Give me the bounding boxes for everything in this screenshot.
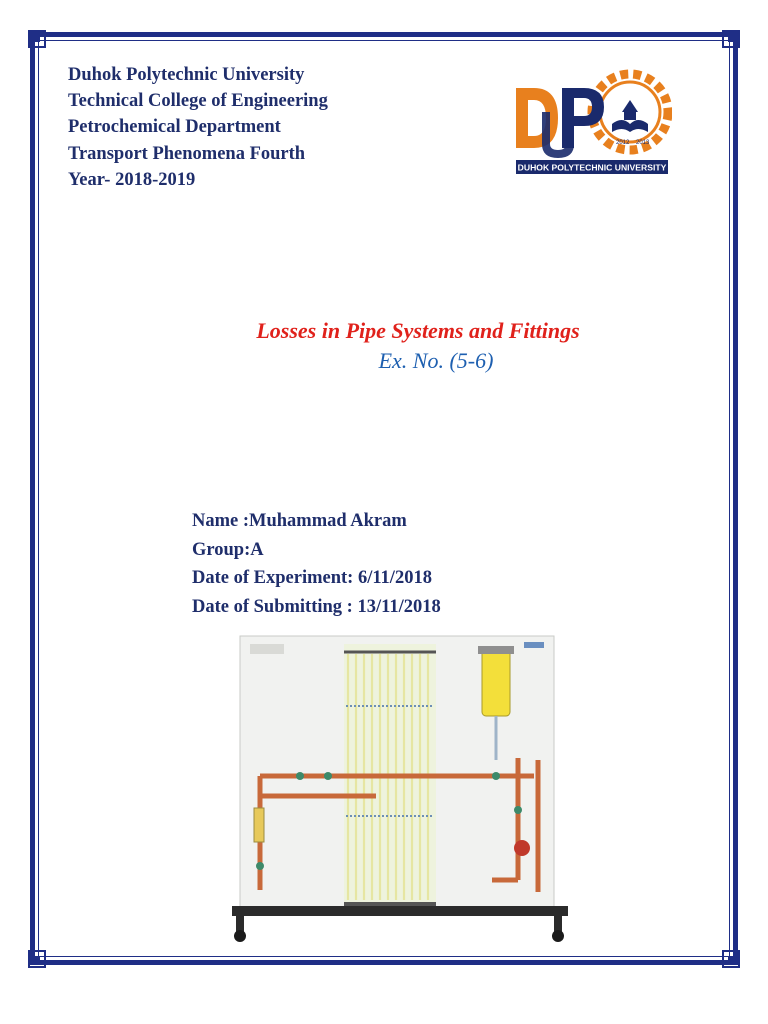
corner-ornament-bottom-left [28, 950, 46, 968]
letter-d-shape [516, 88, 558, 148]
academic-year: Year- 2018-2019 [68, 169, 196, 190]
logo-year-right: 2013 [636, 140, 650, 146]
base-frame [232, 906, 568, 916]
experiment-date: Date of Experiment: 6/11/2018 [192, 568, 432, 588]
corner-ornament-top-right [722, 30, 740, 48]
student-group: Group:A [192, 539, 264, 560]
institution-header [68, 62, 328, 193]
flowmeter [254, 808, 264, 842]
submitting-date: Date of Submitting : 13/11/2018 [192, 596, 441, 617]
corner-ornament-top-left [28, 30, 46, 48]
student-info [192, 507, 441, 621]
experiment-number: Ex. No. (5-6) [378, 348, 494, 373]
wheel-icon [552, 930, 564, 942]
college-name: Technical College of Engineering [68, 91, 328, 112]
student-name: Name :Muhammad Akram [192, 511, 407, 531]
course-name: Transport Phenomena Fourth [68, 143, 306, 164]
corner-ornament-bottom-right [722, 950, 740, 968]
apparatus-photo [226, 630, 576, 950]
wheel-icon [234, 930, 246, 942]
university-name: Duhok Polytechnic University [68, 65, 305, 85]
pump-icon [514, 840, 530, 856]
university-logo [512, 66, 672, 178]
brand-tag [524, 642, 544, 648]
label-plate [250, 644, 284, 654]
report-title: Losses in Pipe Systems and Fittings [256, 318, 580, 343]
logo-year-left: 2012 [616, 140, 630, 146]
logo-banner-text: DUHOK POLYTECHNIC UNIVERSITY [517, 162, 667, 173]
department-name: Petrochemical Department [68, 117, 281, 138]
